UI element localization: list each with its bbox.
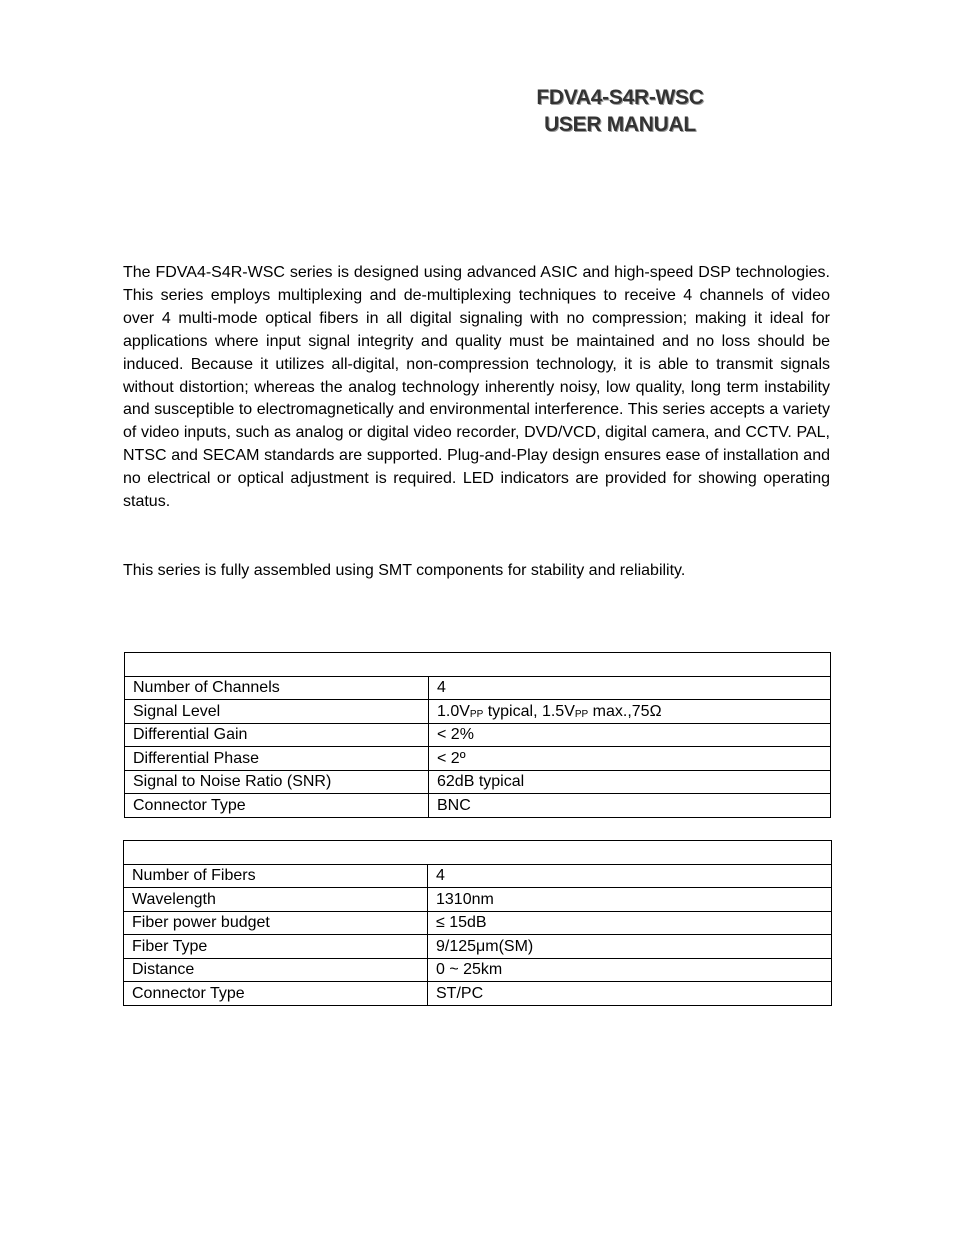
spec-label: Fiber power budget (124, 911, 428, 935)
table-row (125, 770, 831, 794)
fiber-table-caption-row (124, 841, 832, 865)
table-row (125, 700, 831, 724)
intro-paragraph: The FDVA4-S4R-WSC series is designed using advanced ASIC and high-speed DSP technologies. This series employs multiplexing and de-multiplexing techniques to receive 4 channels of video over 4 multi-mode optical fibers in all digital signaling with no compression; making it ideal for applications where input signal integrity and quality must be maintained and no loss should be induced. Because it utilizes all-digital, non-compression technology, it is able to transmit signals without distortion; whereas the analog technology inherently noisy, low quality, long term instability and susceptible to electromagnetically and environmental interference. This series accepts a variety of video inputs, such as analog or digital video recorder, DVD/VCD, digital camera, and CCTV. PAL, NTSC and SECAM standards are supported. Plug-and-Play design ensures ease of installation and no electrical or optical adjustment is required. LED indicators are provided for showing operating status. (123, 264, 830, 511)
spec-value: 4 (429, 676, 831, 700)
signal-level-part: max.,75Ω (588, 702, 662, 720)
video-spec-table (124, 652, 831, 818)
spec-label: Signal to Noise Ratio (SNR) (125, 770, 429, 794)
document-title (470, 84, 770, 138)
table-row (125, 723, 831, 747)
spec-label: Number of Fibers (124, 864, 428, 888)
table-row (124, 958, 832, 982)
spec-label: Differential Gain (125, 723, 429, 747)
spec-value: 4 (428, 864, 832, 888)
spec-value: 62dB typical (429, 770, 831, 794)
spec-value: < 2% (429, 723, 831, 747)
table-row (124, 888, 832, 912)
fiber-spec-table (123, 840, 832, 1006)
video-table-caption-row (125, 653, 831, 677)
table-row (124, 911, 832, 935)
spec-value: 1310nm (428, 888, 832, 912)
fiber-table-caption (124, 841, 832, 865)
spec-value: BNC (429, 794, 831, 818)
spec-value: ≤ 15dB (428, 911, 832, 935)
spec-label: Number of Channels (125, 676, 429, 700)
table-row (124, 982, 832, 1006)
table-row (125, 794, 831, 818)
spec-label: Distance (124, 958, 428, 982)
spec-label: Signal Level (125, 700, 429, 724)
table-row (124, 864, 832, 888)
signal-level-subscript: PP (469, 708, 484, 720)
assembly-note: This series is fully assembled using SMT components for stability and reliability. (123, 562, 686, 579)
spec-label: Wavelength (124, 888, 428, 912)
spec-value: < 2º (429, 747, 831, 771)
signal-level-part: 1.0V (437, 702, 470, 720)
model-name: FDVA4-S4R-WSC (536, 86, 704, 109)
spec-value-signal-level (429, 700, 831, 724)
spec-label: Connector Type (124, 982, 428, 1006)
spec-label: Connector Type (125, 794, 429, 818)
spec-label: Differential Phase (125, 747, 429, 771)
table-row (124, 935, 832, 959)
signal-level-part: typical, 1.5V (483, 702, 575, 720)
table-row (125, 676, 831, 700)
signal-level-subscript: PP (574, 708, 589, 720)
video-table-caption (125, 653, 831, 677)
manual-subtitle: USER MANUAL (544, 113, 696, 136)
spec-value: ST/PC (428, 982, 832, 1006)
table-row (125, 747, 831, 771)
spec-value: 9/125μm(SM) (428, 935, 832, 959)
spec-label: Fiber Type (124, 935, 428, 959)
spec-value: 0 ~ 25km (428, 958, 832, 982)
